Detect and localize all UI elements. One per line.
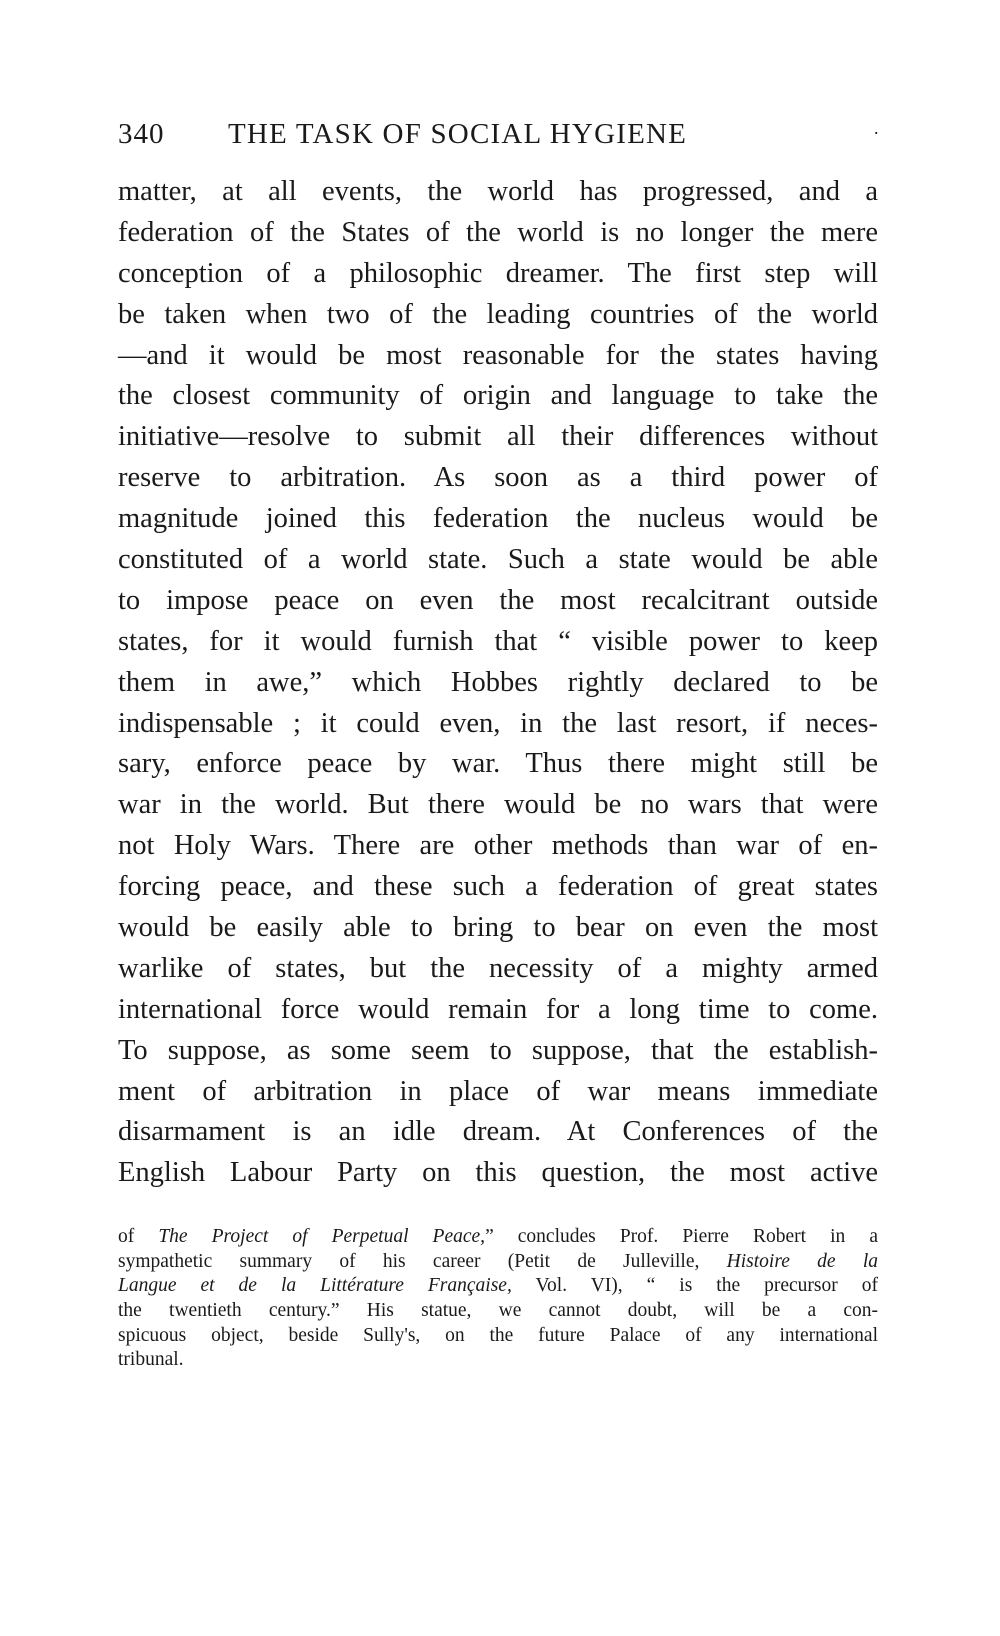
body-text [118, 172, 878, 1194]
body-line: initiative—resolve to submit all their differences without [118, 421, 878, 453]
body-line: conception of a philosophic dreamer. The first step will [118, 257, 878, 289]
running-head [118, 118, 878, 158]
body-line: indispensable ; it could even, in the last resort, if neces- [118, 707, 878, 739]
body-line: international force would remain for a long time to come. [118, 993, 878, 1025]
body-line: them in awe,” which Hobbes rightly declared to be [118, 666, 878, 698]
body-line: English Labour Party on this question, the most active [118, 1157, 878, 1189]
body-line: would be easily able to bring to bear on even the most [118, 912, 878, 944]
footnote-italic-title: The Project of Perpetual Peace, [158, 1226, 486, 1247]
body-line: sary, enforce peace by war. Thus there might still be [118, 748, 878, 780]
body-line: disarmament is an idle dream. At Conferences of the [118, 1116, 878, 1148]
body-line: be taken when two of the leading countries of the world [118, 298, 878, 330]
footnote-italic-title: Langue et de la Littérature Française, [118, 1275, 512, 1297]
footnote-line [118, 1250, 878, 1275]
running-title: THE TASK OF SOCIAL HYGIENE [228, 118, 688, 150]
body-line: To suppose, as some seem to suppose, that the establish- [118, 1034, 878, 1066]
body-line: not Holy Wars. There are other methods than war of en- [118, 830, 878, 862]
footnote [118, 1225, 878, 1373]
body-line: war in the world. But there would be no wars that were [118, 789, 878, 821]
footnote-text: of [118, 1226, 159, 1247]
footnote-line: tribunal. [118, 1349, 184, 1371]
body-line: the closest community of origin and language to take the [118, 380, 878, 412]
footnote-line: spicuous object, beside Sully's, on the future Palace of any international [118, 1324, 878, 1346]
page-number: 340 [118, 118, 165, 150]
body-line: matter, at all events, the world has progressed, and a [118, 176, 878, 207]
body-line: ment of arbitration in place of war means immediate [118, 1075, 878, 1107]
footnote-line [118, 1225, 878, 1250]
body-line: —and it would be most reasonable for the states having [118, 339, 878, 371]
body-line: federation of the States of the world is no longer the mere [118, 216, 878, 248]
footnote-text: ” concludes Prof. Pierre Robert in a [485, 1226, 878, 1247]
footnote-italic-title: Histoire de la [699, 1250, 878, 1272]
body-line: warlike of states, but the necessity of a mighty armed [118, 952, 878, 984]
body-line: to impose peace on even the most recalcitrant outside [118, 584, 878, 616]
footnote-line [118, 1274, 878, 1299]
body-line: constituted of a world state. Such a state would be able [118, 544, 878, 576]
header-mark: . [874, 118, 880, 138]
footnote-text: Vol. VI), “ is the precursor of [511, 1275, 878, 1297]
body-line: magnitude joined this federation the nucleus would be [118, 503, 878, 535]
footnote-text: sympathetic summary of his career (Petit de Julleville, [118, 1250, 700, 1272]
footnote-line: the twentieth century.” His statue, we cannot doubt, will be a con- [118, 1300, 878, 1322]
body-line: forcing peace, and these such a federation of great states [118, 871, 878, 903]
body-line: states, for it would furnish that “ visible power to keep [118, 625, 878, 657]
body-line: reserve to arbitration. As soon as a third power of [118, 462, 878, 494]
